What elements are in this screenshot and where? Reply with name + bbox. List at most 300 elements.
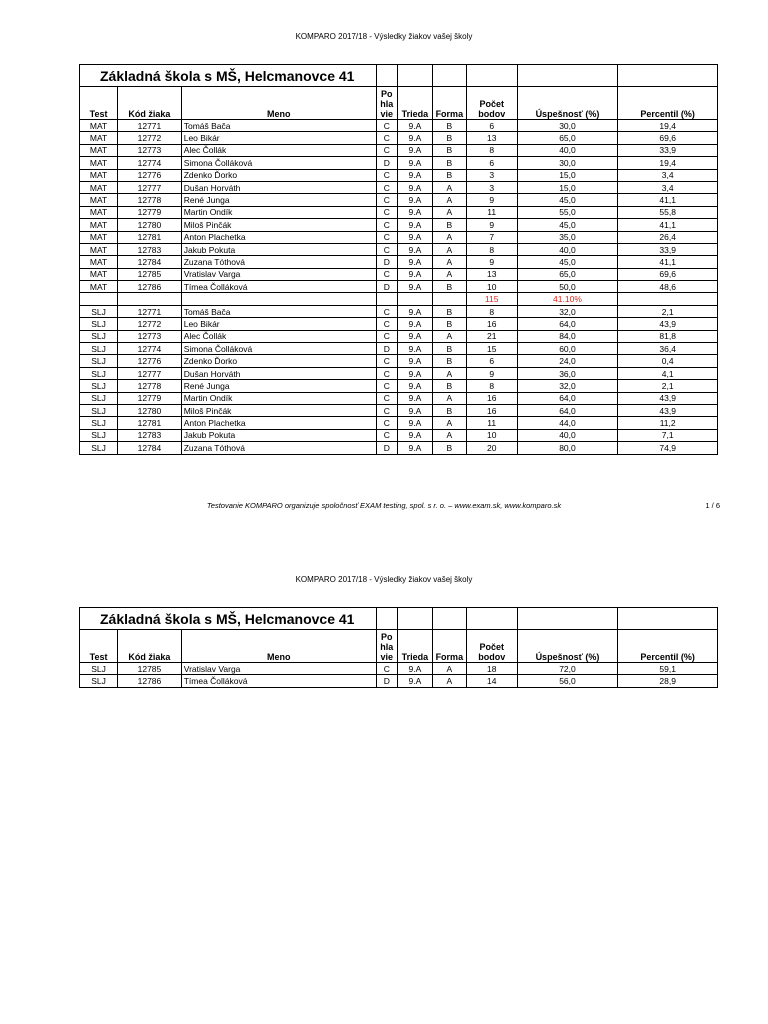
table-cell: 8 xyxy=(466,144,517,156)
table-cell: A xyxy=(432,181,466,193)
table-cell: C xyxy=(376,132,397,144)
table-cell: 21 xyxy=(466,330,517,342)
table-cell: 9.A xyxy=(397,429,432,441)
table-cell: 9.A xyxy=(397,343,432,355)
table-cell: C xyxy=(376,268,397,280)
page-number: 1 / 6 xyxy=(705,501,720,510)
table-cell: 11 xyxy=(466,206,517,218)
table-cell: C xyxy=(376,243,397,255)
table-cell: 12771 xyxy=(118,120,182,132)
table-cell: SLJ xyxy=(80,305,118,317)
table-cell: 12783 xyxy=(118,429,182,441)
table-cell: 41,1 xyxy=(618,219,718,231)
table-cell: 3,4 xyxy=(618,169,718,181)
table-cell: 12772 xyxy=(118,318,182,330)
table-cell: 9.A xyxy=(397,169,432,181)
table-cell: SLJ xyxy=(80,675,118,687)
table-cell: SLJ xyxy=(80,392,118,404)
table-cell: MAT xyxy=(80,206,118,218)
table-cell: 55,8 xyxy=(618,206,718,218)
table-cell: SLJ xyxy=(80,380,118,392)
results-table-2 xyxy=(79,607,718,688)
table-cell: C xyxy=(376,417,397,429)
table-cell: 9.A xyxy=(397,194,432,206)
footer-text: Testovanie KOMPARO organizuje spoločnosť EXAM testing, spol. s r. o. – www.exam.sk, www.komparo.sk xyxy=(206,501,562,510)
table-cell: SLJ xyxy=(80,330,118,342)
school-title-2: Základná škola s MŠ, Helcmanovce 41 xyxy=(80,608,377,630)
table-cell: Martin Ondík xyxy=(181,206,376,218)
table-row xyxy=(80,194,718,206)
col-kod: Kód žiaka xyxy=(118,630,182,663)
table-cell: MAT xyxy=(80,157,118,169)
table-cell: 12781 xyxy=(118,231,182,243)
table-cell: D xyxy=(376,281,397,293)
table-cell: 24,0 xyxy=(517,355,618,367)
table-cell: Vratislav Varga xyxy=(181,268,376,280)
table-row xyxy=(80,367,718,379)
table-row xyxy=(80,169,718,181)
table-cell: B xyxy=(432,132,466,144)
table-cell: 64,0 xyxy=(517,318,618,330)
table-cell: 12785 xyxy=(118,268,182,280)
table-cell: Zuzana Tóthová xyxy=(181,442,376,454)
table-cell: 69,6 xyxy=(618,132,718,144)
table-cell: 40,0 xyxy=(517,243,618,255)
table-cell: B xyxy=(432,343,466,355)
table-cell: Simona Čolláková xyxy=(181,157,376,169)
table-cell: MAT xyxy=(80,144,118,156)
col-kod: Kód žiaka xyxy=(118,87,182,120)
table-cell: René Junga xyxy=(181,194,376,206)
table-cell: B xyxy=(432,404,466,416)
table-row xyxy=(80,663,718,675)
table-cell: 4,1 xyxy=(618,367,718,379)
table-cell: C xyxy=(376,663,397,675)
table-cell: 41,1 xyxy=(618,256,718,268)
table-cell: A xyxy=(432,429,466,441)
table-cell: 72,0 xyxy=(517,663,618,675)
table-cell: 9.A xyxy=(397,268,432,280)
table-row xyxy=(80,268,718,280)
table-cell: C xyxy=(376,219,397,231)
table-cell: C xyxy=(376,194,397,206)
table-cell: 41,1 xyxy=(618,194,718,206)
table-cell: 19,4 xyxy=(618,120,718,132)
table-cell: 20 xyxy=(466,442,517,454)
table-cell: A xyxy=(432,417,466,429)
table-cell: MAT xyxy=(80,120,118,132)
table-cell: 12777 xyxy=(118,181,182,193)
page-header-2: KOMPARO 2017/18 - Výsledky žiakov vašej školy xyxy=(295,575,473,584)
table-cell: A xyxy=(432,256,466,268)
table-cell: MAT xyxy=(80,132,118,144)
table-cell: 28,9 xyxy=(618,675,718,687)
table-cell: 12778 xyxy=(118,380,182,392)
table-cell: 7,1 xyxy=(618,429,718,441)
table-cell: 12773 xyxy=(118,144,182,156)
table-row xyxy=(80,157,718,169)
table-cell: 74,9 xyxy=(618,442,718,454)
table-cell: C xyxy=(376,144,397,156)
col-percentil: Percentil (%) xyxy=(618,630,718,663)
table-cell: 64,0 xyxy=(517,392,618,404)
table-cell: 3 xyxy=(466,169,517,181)
table-cell: Jakub Pokuta xyxy=(181,243,376,255)
table-cell: C xyxy=(376,206,397,218)
table-row xyxy=(80,355,718,367)
table-cell: 33,9 xyxy=(618,144,718,156)
table-cell: MAT xyxy=(80,181,118,193)
summary-percent: 41.10% xyxy=(517,293,618,305)
table-cell: 9.A xyxy=(397,256,432,268)
table-cell: MAT xyxy=(80,281,118,293)
table-cell: 40,0 xyxy=(517,429,618,441)
table-cell: SLJ xyxy=(80,355,118,367)
table-cell: 12777 xyxy=(118,367,182,379)
table-cell: SLJ xyxy=(80,663,118,675)
table-cell: B xyxy=(432,318,466,330)
table-cell: 9.A xyxy=(397,132,432,144)
table-cell: Anton Plachetka xyxy=(181,231,376,243)
table-cell: Simona Čolláková xyxy=(181,343,376,355)
table-cell: 65,0 xyxy=(517,132,618,144)
table-cell: 16 xyxy=(466,392,517,404)
column-headers-2 xyxy=(80,630,718,663)
table-cell: 12784 xyxy=(118,442,182,454)
table-cell: 9 xyxy=(466,194,517,206)
table-cell: 15,0 xyxy=(517,181,618,193)
table-cell: 12779 xyxy=(118,392,182,404)
table-row xyxy=(80,181,718,193)
table-cell: 12786 xyxy=(118,675,182,687)
table-row xyxy=(80,392,718,404)
table-cell: 13 xyxy=(466,268,517,280)
table-cell: 48,6 xyxy=(618,281,718,293)
table-cell: 9.A xyxy=(397,663,432,675)
table-cell: SLJ xyxy=(80,429,118,441)
table-row xyxy=(80,429,718,441)
table-cell: Vratislav Varga xyxy=(181,663,376,675)
table-cell: 11,2 xyxy=(618,417,718,429)
table-cell: C xyxy=(376,120,397,132)
table-cell: 30,0 xyxy=(517,157,618,169)
table-cell: Dušan Horváth xyxy=(181,367,376,379)
col-uspesnost: Úspešnosť (%) xyxy=(517,630,618,663)
table-cell: 9.A xyxy=(397,206,432,218)
table-cell: 12776 xyxy=(118,169,182,181)
table-cell: B xyxy=(432,157,466,169)
table-cell: C xyxy=(376,231,397,243)
col-pohlavie: Po hla vie xyxy=(376,87,397,120)
summary-points: 115 xyxy=(466,293,517,305)
table-cell: 3 xyxy=(466,181,517,193)
table-cell: 12774 xyxy=(118,343,182,355)
table-cell: 36,4 xyxy=(618,343,718,355)
table-cell: 59,1 xyxy=(618,663,718,675)
table-cell: 0,4 xyxy=(618,355,718,367)
table-cell: Tomáš Bača xyxy=(181,120,376,132)
table-cell: Dušan Horváth xyxy=(181,181,376,193)
table-cell: 9.A xyxy=(397,367,432,379)
table-cell: C xyxy=(376,367,397,379)
table-cell: 9.A xyxy=(397,380,432,392)
table-cell: 9.A xyxy=(397,231,432,243)
table-cell: 32,0 xyxy=(517,305,618,317)
table-cell: 9.A xyxy=(397,219,432,231)
table-cell: 64,0 xyxy=(517,404,618,416)
table-cell: 81,8 xyxy=(618,330,718,342)
table-row xyxy=(80,243,718,255)
table-cell: Zdenko Ďorko xyxy=(181,169,376,181)
table-cell: 26,4 xyxy=(618,231,718,243)
table-cell: A xyxy=(432,392,466,404)
table-cell: 9.A xyxy=(397,675,432,687)
table-cell: C xyxy=(376,355,397,367)
table-cell: Leo Bikár xyxy=(181,318,376,330)
table-row xyxy=(80,330,718,342)
table-row xyxy=(80,417,718,429)
table-row xyxy=(80,132,718,144)
table-cell: 40,0 xyxy=(517,144,618,156)
table-cell: D xyxy=(376,675,397,687)
table-cell: 18 xyxy=(466,663,517,675)
table-cell: 19,4 xyxy=(618,157,718,169)
table-cell: B xyxy=(432,442,466,454)
table-row xyxy=(80,120,718,132)
table-cell: D xyxy=(376,157,397,169)
table-cell: 33,9 xyxy=(618,243,718,255)
table-cell: 43,9 xyxy=(618,318,718,330)
table-row xyxy=(80,256,718,268)
table-cell: 60,0 xyxy=(517,343,618,355)
col-forma: Forma xyxy=(432,630,466,663)
table-row xyxy=(80,404,718,416)
table-cell: 14 xyxy=(466,675,517,687)
table-cell: 12783 xyxy=(118,243,182,255)
table-cell: 43,9 xyxy=(618,404,718,416)
table-cell: 12786 xyxy=(118,281,182,293)
table-cell: 84,0 xyxy=(517,330,618,342)
table-cell: 16 xyxy=(466,404,517,416)
table-row xyxy=(80,675,718,687)
table-cell: Anton Plachetka xyxy=(181,417,376,429)
table-row xyxy=(80,206,718,218)
table-cell: 9.A xyxy=(397,281,432,293)
table-row xyxy=(80,318,718,330)
col-forma: Forma xyxy=(432,87,466,120)
table-cell: C xyxy=(376,181,397,193)
table-cell: 9 xyxy=(466,367,517,379)
table-cell: Miloš Pinčák xyxy=(181,219,376,231)
table-cell: MAT xyxy=(80,243,118,255)
table-row xyxy=(80,442,718,454)
table-cell: 6 xyxy=(466,355,517,367)
table-cell: 12785 xyxy=(118,663,182,675)
table-cell: 69,6 xyxy=(618,268,718,280)
table-cell: 9.A xyxy=(397,355,432,367)
table-cell: D xyxy=(376,343,397,355)
table-cell: 56,0 xyxy=(517,675,618,687)
table-cell: 80,0 xyxy=(517,442,618,454)
table-cell: 36,0 xyxy=(517,367,618,379)
table-cell: Leo Bikár xyxy=(181,132,376,144)
table-cell: C xyxy=(376,305,397,317)
table-cell: 9.A xyxy=(397,442,432,454)
table-cell: SLJ xyxy=(80,367,118,379)
table-cell: 10 xyxy=(466,429,517,441)
col-percentil: Percentil (%) xyxy=(618,87,718,120)
table-cell: B xyxy=(432,281,466,293)
table-cell: A xyxy=(432,367,466,379)
col-test: Test xyxy=(80,87,118,120)
table-cell: MAT xyxy=(80,256,118,268)
table-cell: D xyxy=(376,256,397,268)
table-cell: 9 xyxy=(466,219,517,231)
table-cell: 6 xyxy=(466,120,517,132)
table-cell: A xyxy=(432,675,466,687)
table-cell: MAT xyxy=(80,231,118,243)
table-row xyxy=(80,144,718,156)
table-cell: 12784 xyxy=(118,256,182,268)
table-cell: 45,0 xyxy=(517,219,618,231)
table-cell: 12771 xyxy=(118,305,182,317)
table-cell: 15,0 xyxy=(517,169,618,181)
table-cell: C xyxy=(376,318,397,330)
table-cell: 9.A xyxy=(397,157,432,169)
table-cell: B xyxy=(432,144,466,156)
table-cell: 9 xyxy=(466,256,517,268)
table-cell: 45,0 xyxy=(517,256,618,268)
table-cell: A xyxy=(432,231,466,243)
table-cell: 15 xyxy=(466,343,517,355)
table-cell: 3,4 xyxy=(618,181,718,193)
table-cell: A xyxy=(432,663,466,675)
table-cell: 32,0 xyxy=(517,380,618,392)
table-cell: 12773 xyxy=(118,330,182,342)
table-cell: Zuzana Tóthová xyxy=(181,256,376,268)
table-cell: Alec Čollák xyxy=(181,144,376,156)
table-cell: D xyxy=(376,442,397,454)
table-cell: 44,0 xyxy=(517,417,618,429)
table-cell: A xyxy=(432,194,466,206)
table-cell: B xyxy=(432,355,466,367)
col-meno: Meno xyxy=(181,87,376,120)
table-row xyxy=(80,219,718,231)
table-cell: 9.A xyxy=(397,318,432,330)
col-meno: Meno xyxy=(181,630,376,663)
col-pohlavie: Po hla vie xyxy=(376,630,397,663)
table-cell: SLJ xyxy=(80,343,118,355)
table-cell: Tímea Čolláková xyxy=(181,675,376,687)
table-cell: Zdenko Ďorko xyxy=(181,355,376,367)
col-pocet: Počet bodov xyxy=(466,87,517,120)
table-cell: 45,0 xyxy=(517,194,618,206)
table-cell: 10 xyxy=(466,281,517,293)
table-cell: 12780 xyxy=(118,219,182,231)
table-cell: Tímea Čolláková xyxy=(181,281,376,293)
table-cell: 12780 xyxy=(118,404,182,416)
table-row xyxy=(80,281,718,293)
table-cell: 9.A xyxy=(397,330,432,342)
table-cell: René Junga xyxy=(181,380,376,392)
table-cell: MAT xyxy=(80,268,118,280)
table-row xyxy=(80,343,718,355)
table-cell: 12779 xyxy=(118,206,182,218)
table-cell: 2,1 xyxy=(618,380,718,392)
table-cell: C xyxy=(376,169,397,181)
table-cell: 12772 xyxy=(118,132,182,144)
table-cell: C xyxy=(376,429,397,441)
table-cell: B xyxy=(432,305,466,317)
table-cell: B xyxy=(432,120,466,132)
table-cell: 7 xyxy=(466,231,517,243)
table-cell: 12774 xyxy=(118,157,182,169)
table-cell: SLJ xyxy=(80,404,118,416)
table-cell: Tomáš Bača xyxy=(181,305,376,317)
table-cell: 9.A xyxy=(397,243,432,255)
col-trieda: Trieda xyxy=(397,87,432,120)
table-cell: 9.A xyxy=(397,305,432,317)
table-cell: 9.A xyxy=(397,404,432,416)
table-cell: 8 xyxy=(466,305,517,317)
table-cell: 55,0 xyxy=(517,206,618,218)
table-cell: C xyxy=(376,380,397,392)
table-cell: 9.A xyxy=(397,181,432,193)
table-cell: SLJ xyxy=(80,318,118,330)
table-cell: 9.A xyxy=(397,120,432,132)
table-cell: SLJ xyxy=(80,442,118,454)
table-cell: B xyxy=(432,169,466,181)
table-cell: Martin Ondík xyxy=(181,392,376,404)
table-cell: Miloš Pinčák xyxy=(181,404,376,416)
table-cell: MAT xyxy=(80,169,118,181)
table-cell: A xyxy=(432,206,466,218)
table-cell: MAT xyxy=(80,219,118,231)
col-trieda: Trieda xyxy=(397,630,432,663)
table-cell: 9.A xyxy=(397,392,432,404)
table-row xyxy=(80,231,718,243)
table-cell: C xyxy=(376,404,397,416)
table-cell: 16 xyxy=(466,318,517,330)
table-row xyxy=(80,305,718,317)
table-cell: B xyxy=(432,219,466,231)
column-headers xyxy=(80,87,718,120)
table-cell: A xyxy=(432,268,466,280)
table-cell: B xyxy=(432,380,466,392)
table-cell: A xyxy=(432,330,466,342)
col-test: Test xyxy=(80,630,118,663)
table-cell: Alec Čollák xyxy=(181,330,376,342)
table-cell: 65,0 xyxy=(517,268,618,280)
table-cell: 2,1 xyxy=(618,305,718,317)
table-row xyxy=(80,380,718,392)
table-cell: 9.A xyxy=(397,417,432,429)
table-cell: 12781 xyxy=(118,417,182,429)
table-cell: 8 xyxy=(466,243,517,255)
table-cell: 35,0 xyxy=(517,231,618,243)
results-table xyxy=(79,64,718,455)
table-cell: 43,9 xyxy=(618,392,718,404)
summary-row xyxy=(80,293,718,305)
col-uspesnost: Úspešnosť (%) xyxy=(517,87,618,120)
table-cell: Jakub Pokuta xyxy=(181,429,376,441)
col-pocet: Počet bodov xyxy=(466,630,517,663)
table-cell: 8 xyxy=(466,380,517,392)
table-cell: 13 xyxy=(466,132,517,144)
table-cell: 50,0 xyxy=(517,281,618,293)
table-cell: 6 xyxy=(466,157,517,169)
table-cell: 30,0 xyxy=(517,120,618,132)
